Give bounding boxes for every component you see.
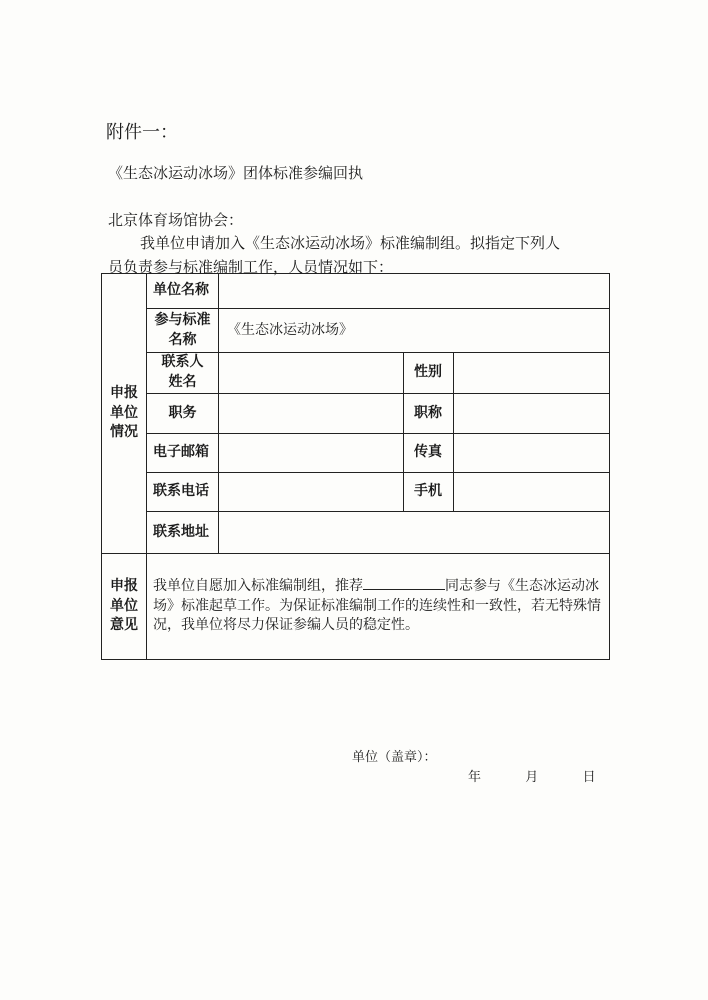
field-contact-name[interactable] — [219, 353, 404, 394]
section-unit-info-title: 申报 单位 情况 — [102, 274, 147, 554]
row-unit-name — [102, 274, 610, 309]
document-title: 《生态冰运动冰场》团体标准参编回执 — [108, 164, 364, 182]
opinion-text: 我单位自愿加入标准编制组，推荐 同志参与《生态冰运动冰场》标准起草工作。为保证标准编制工作的连续性和一致性，若无特殊情况，我单位将尽力保证参编人员的稳定性。 — [147, 554, 610, 660]
label-mobile: 手机 — [404, 473, 454, 512]
unit-seal-label: 单位（盖章）： — [352, 750, 437, 765]
label-position: 职务 — [147, 394, 219, 434]
year-label: 年 — [468, 770, 482, 785]
registration-form-table — [101, 273, 610, 660]
field-unit-name[interactable] — [219, 274, 610, 309]
label-email: 电子邮箱 — [147, 434, 219, 473]
addressee: 北京体育场馆协会： — [108, 211, 244, 229]
recommended-person-blank[interactable] — [363, 577, 445, 590]
row-phone — [102, 473, 610, 512]
label-phone: 联系电话 — [147, 473, 219, 512]
date-line — [468, 766, 596, 785]
row-standard-name — [102, 309, 610, 353]
label-fax: 传真 — [404, 434, 454, 473]
attachment-label: 附件一： — [106, 122, 178, 143]
label-unit-name: 单位名称 — [147, 274, 219, 309]
field-email[interactable] — [219, 434, 404, 473]
field-gender[interactable] — [454, 353, 610, 394]
row-address — [102, 512, 610, 554]
section-unit-opinion-title: 申报 单位 意见 — [102, 554, 147, 660]
letter-line-1: 我单位申请加入《生态冰运动冰场》标准编制组。拟指定下列人 — [140, 234, 561, 252]
label-contact-name: 联系人 姓名 — [147, 353, 219, 394]
label-standard-name: 参与标准 名称 — [147, 309, 219, 353]
field-address[interactable] — [219, 512, 610, 554]
letter-line-2: 员负责参与标准编制工作，人员情况如下： — [108, 258, 394, 276]
field-standard-name[interactable]: 《生态冰运动冰场》 — [219, 309, 610, 353]
label-gender: 性别 — [404, 353, 454, 394]
field-title[interactable] — [454, 394, 610, 434]
row-position — [102, 394, 610, 434]
row-contact — [102, 353, 610, 394]
label-address: 联系地址 — [147, 512, 219, 554]
day-label: 日 — [582, 770, 596, 785]
month-label: 月 — [525, 770, 539, 785]
field-mobile[interactable] — [454, 473, 610, 512]
row-email — [102, 434, 610, 473]
field-position[interactable] — [219, 394, 404, 434]
field-fax[interactable] — [454, 434, 610, 473]
field-phone[interactable] — [219, 473, 404, 512]
label-title: 职称 — [404, 394, 454, 434]
row-opinion — [102, 554, 610, 660]
